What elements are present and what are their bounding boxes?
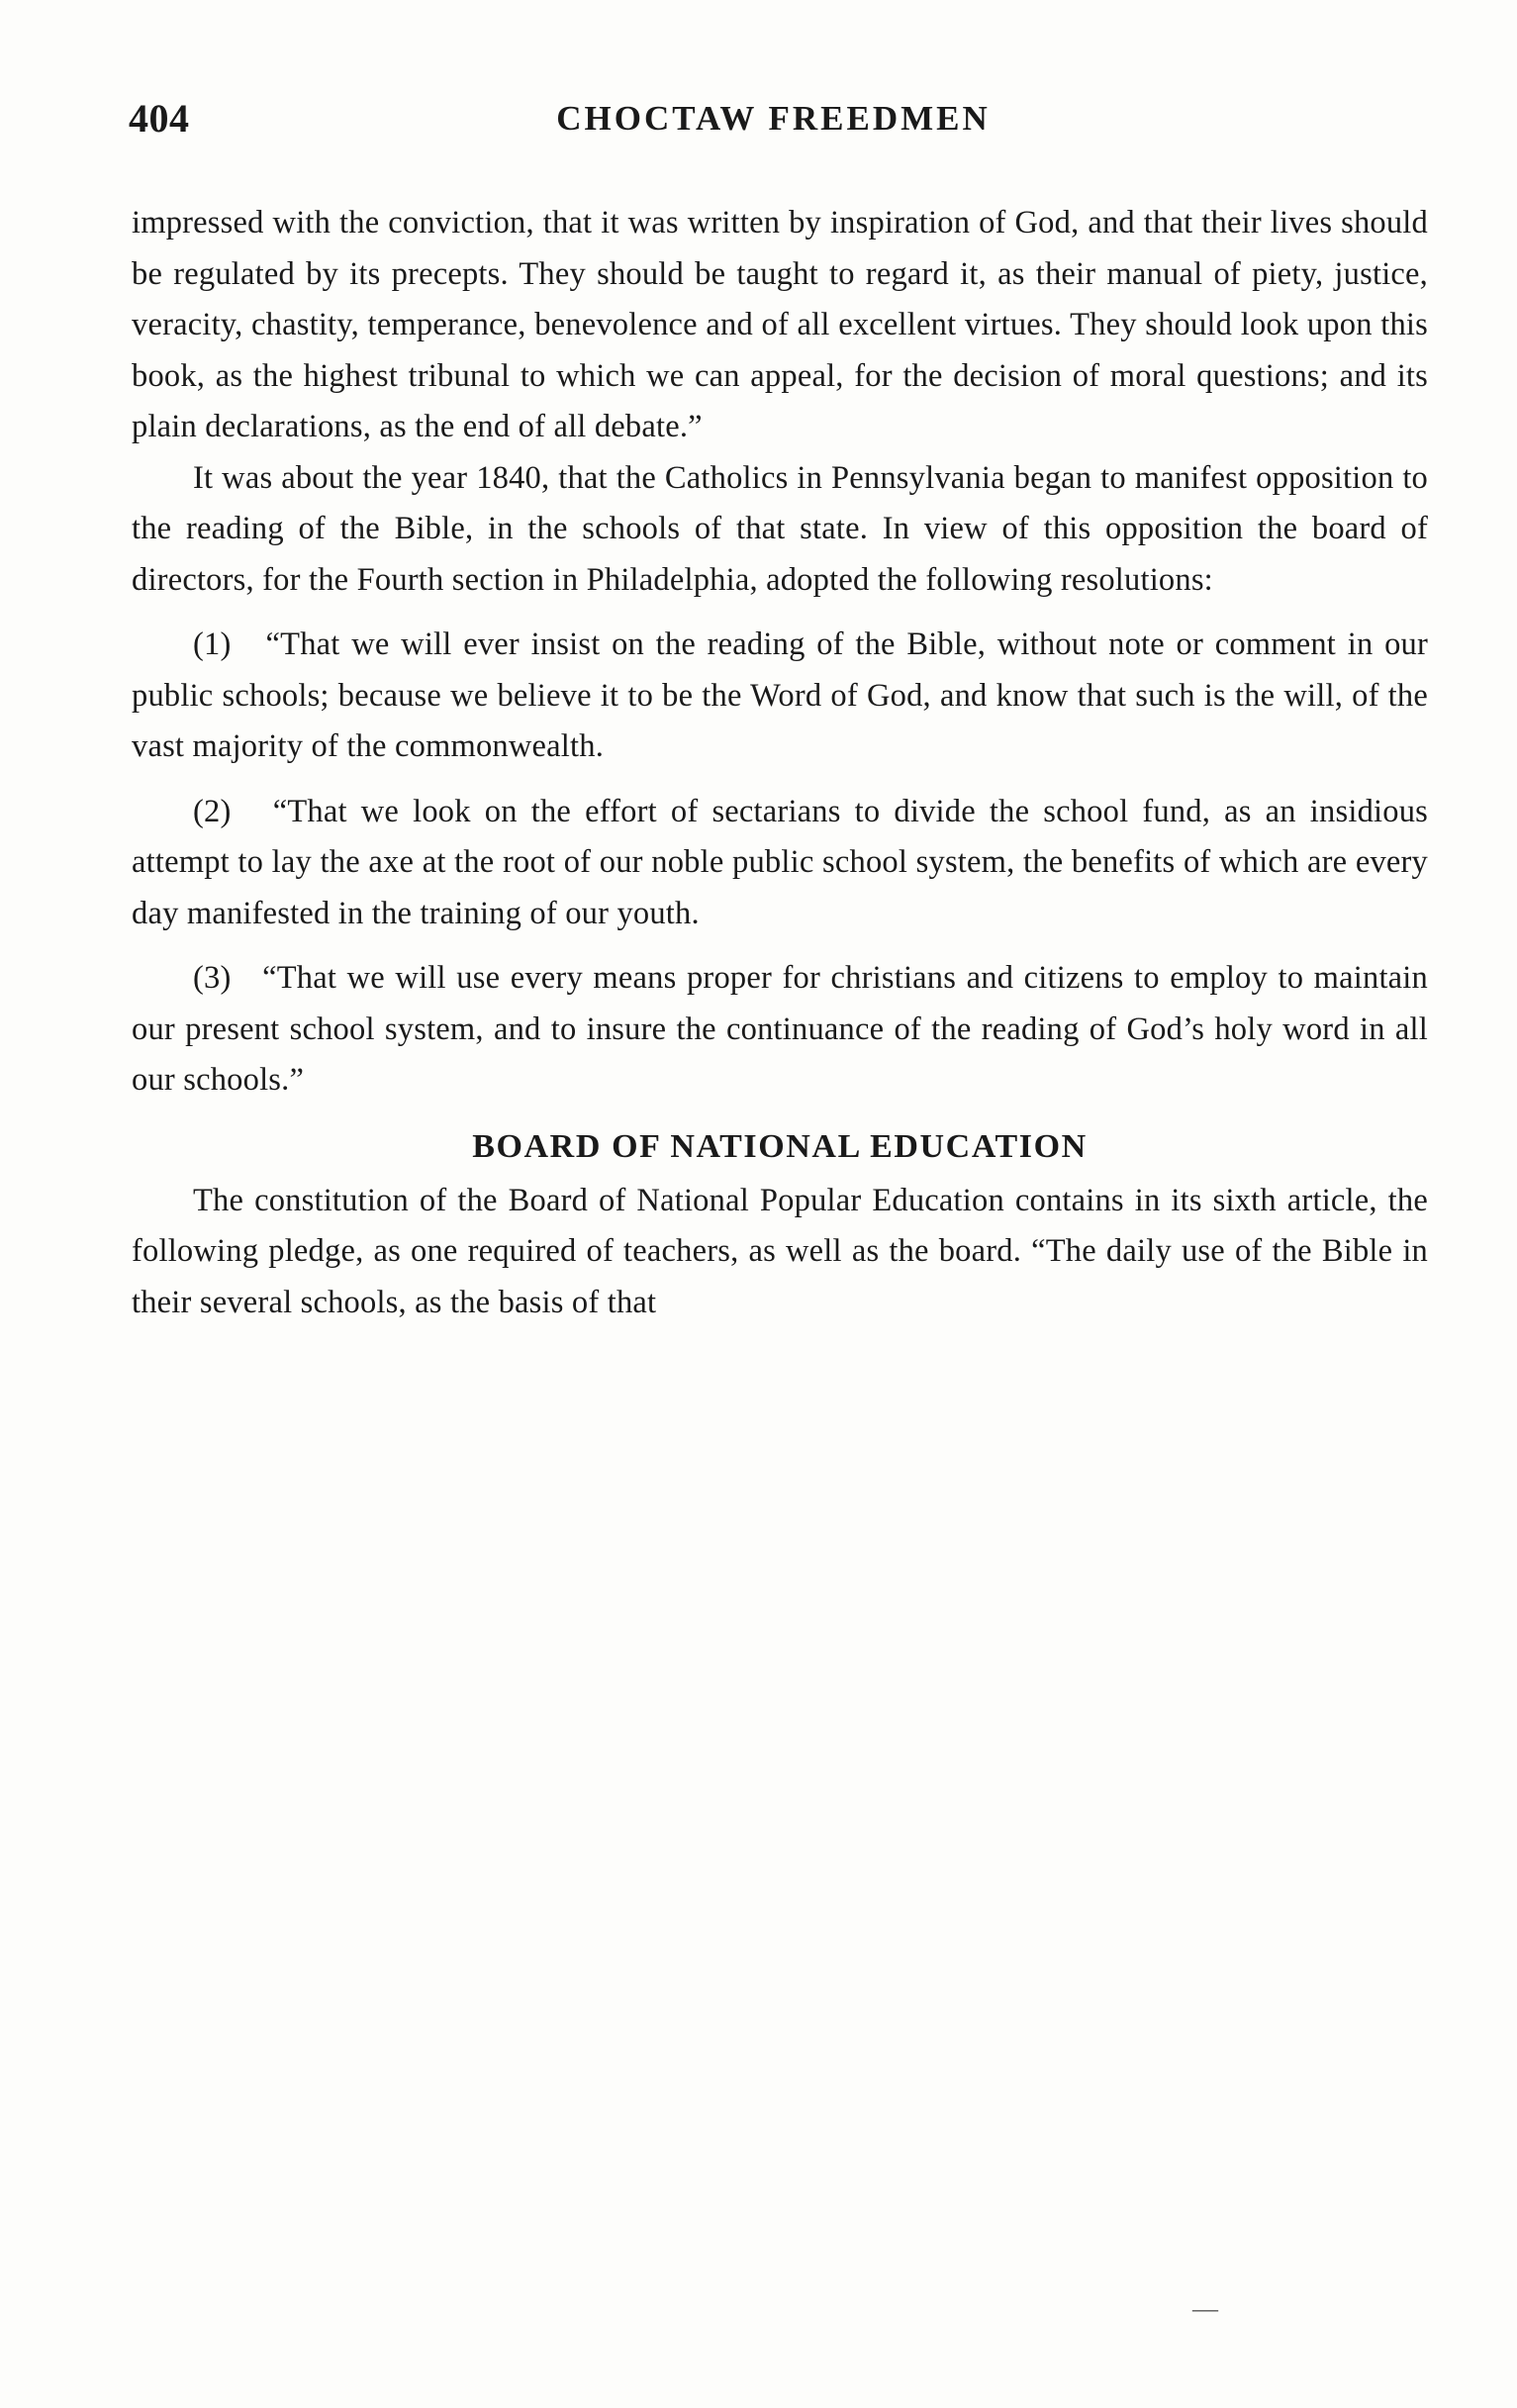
paragraph-catholics: It was about the year 1840, that the Catholics in Pennsylvania began to manifest opposition to the reading of the Bible, in the schools of that state. In view of this opposition the board of directors, for the Fourth section in Philadelphia, adopted the following resolutions:: [132, 459, 1428, 598]
resolution-three: [132, 953, 1428, 1107]
resolution-one-text: “That we will ever insist on the reading of the Bible, without note or comment in our public schools; because we believe it to be the Word of God, and know that such is the will, of the vast majority of the commonwealth.: [132, 626, 1428, 764]
resolution-two-text: “That we look on the effort of sectarians to divide the school fund, as an insidious attempt to lay the axe at the root of our noble public school system, the benefits of which are every day manifested in the training of our youth.: [132, 793, 1428, 931]
resolution-three-text: “That we will use every means proper for christians and citizens to employ to maintain our present school system, and to insure the continuance of the reading of God’s holy word in all our schools.”: [132, 960, 1428, 1098]
resolution-one: [132, 620, 1428, 773]
page-header: [0, 95, 1517, 154]
paragraph-constitution: The constitution of the Board of National Popular Education contains in its sixth article, the following pledge, as one required of teachers, as well as the board. “The daily use of the Bible in their several schools, as the basis of that: [132, 1182, 1428, 1320]
page-body: [132, 198, 1428, 1334]
resolution-three-label: (3): [193, 960, 232, 996]
bottom-page-mark: —: [1192, 2294, 1218, 2323]
resolution-two: [132, 787, 1428, 940]
page-number: 404: [129, 96, 190, 141]
paragraph-continued: impressed with the conviction, that it was written by inspiration of God, and that their lives should be regulated by its precepts. They should be taught to regard it, as their manual of piety, justice, veracity, chastity, temperance, benevolence and of all excellent virtues. They should look upon this book, as the highest tribunal to which we can appeal, for the decision of moral questions; and its plain declarations, as the end of all debate.”: [132, 205, 1428, 444]
running-head: CHOCTAW FREEDMEN: [556, 99, 991, 138]
section-heading: BOARD OF NATIONAL EDUCATION: [472, 1127, 1088, 1165]
resolution-two-label: (2): [193, 793, 232, 829]
resolution-one-label: (1): [193, 626, 232, 662]
